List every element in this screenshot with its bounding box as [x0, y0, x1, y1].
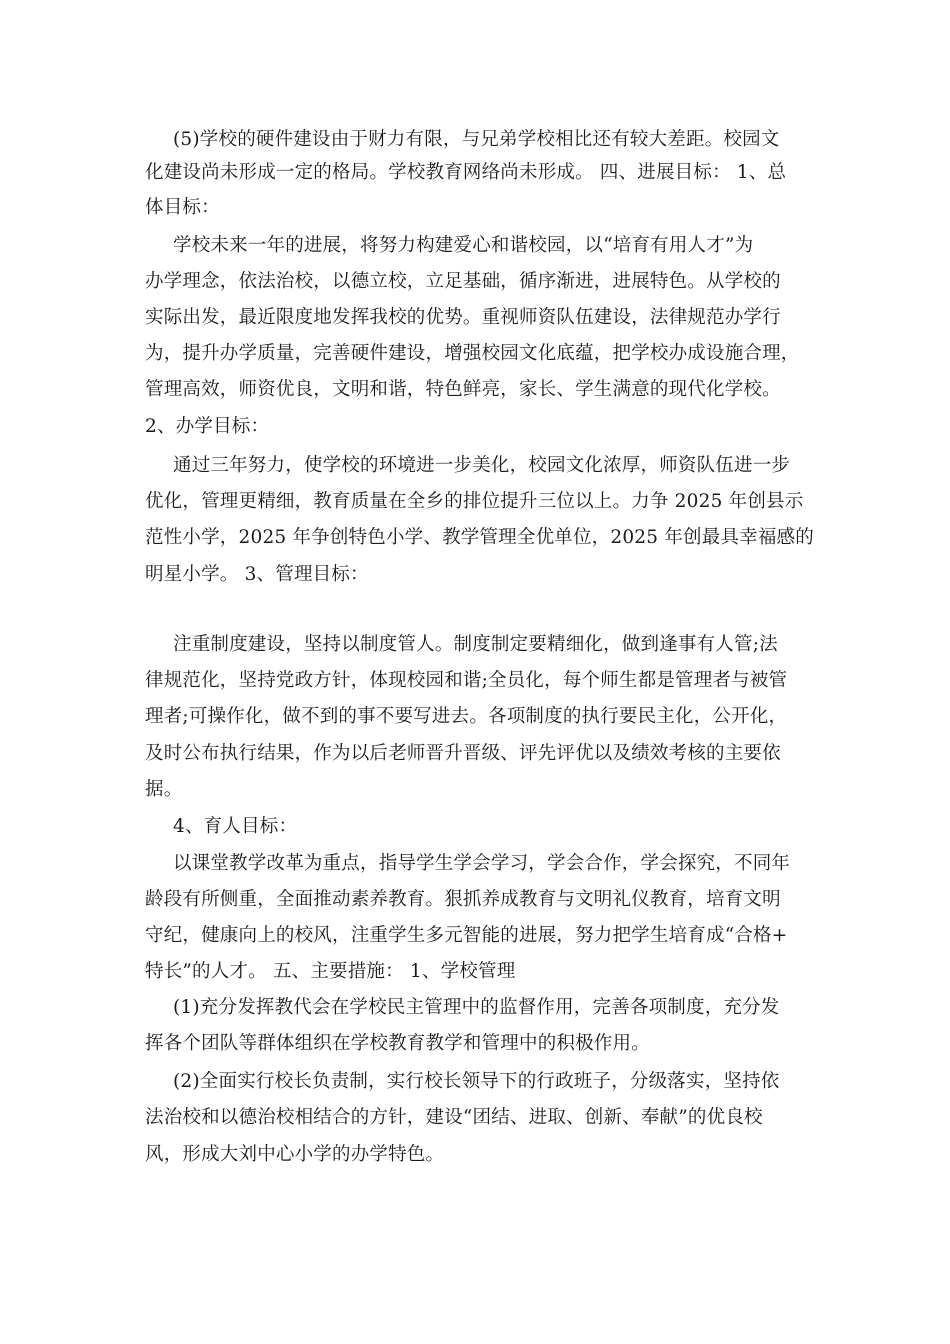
text-line: 办学理念，依法治校，以德立校，立足基础，循序渐进，进展特色。从学校的 — [145, 271, 781, 292]
text-line: 化建设尚未形成一定的格局。学校教育网络尚未形成。 四、进展目标： 1、总 — [145, 162, 787, 183]
text-line: 法治校和以德治校相结合的方针，建设“团结、进取、创新、奉献”的优良校 — [145, 1107, 763, 1128]
text-line: 及时公布执行结果，作为以后老师晋升晋级、评先评优以及绩效考核的主要依 — [145, 743, 781, 764]
text-line: 4、育人目标： — [173, 816, 298, 837]
text-line: 体目标： — [145, 197, 220, 218]
text-line: 龄段有所侧重，全面推动素养教育。狠抓养成教育与文明礼仪教育，培育文明 — [145, 889, 781, 910]
text-line: (5)学校的硬件建设由于财力有限，与兄弟学校相比还有较大差距。校园文 — [173, 129, 780, 150]
text-line: 实际出发，最近限度地发挥我校的优势。重视师资队伍建设，法律规范办学行 — [145, 307, 781, 328]
text-line: 律规范化，坚持党政方针，体现校园和谐;全员化，每个师生都是管理者与被管 — [145, 670, 788, 691]
text-line: 管理高效，师资优良，文明和谐，特色鲜亮，家长、学生满意的现代化学校。 — [145, 379, 781, 400]
text-line: 为，提升办学质量，完善硬件建设，增强校园文化底蕴，把学校办成设施合理， — [145, 343, 800, 364]
text-line: 风，形成大刘中心小学的办学特色。 — [145, 1144, 445, 1165]
text-line: 优化，管理更精细，教育质量在全乡的排位提升三位以上。力争 2025 年创县示 — [145, 491, 804, 512]
text-line: 通过三年努力，使学校的环境进一步美化，校园文化浓厚，师资队伍进一步 — [173, 455, 791, 476]
text-line: 2、办学目标： — [145, 416, 270, 437]
text-line: 守纪，健康向上的校风，注重学生多元智能的进展，努力把学生培育成“合格+ — [145, 925, 788, 946]
text-line: 以课堂教学改革为重点，指导学生学会学习，学会合作，学会探究，不同年 — [173, 853, 791, 874]
text-line: 注重制度建设，坚持以制度管人。制度制定要精细化，做到逢事有人管;法 — [173, 634, 778, 655]
text-line: 明星小学。 3、管理目标： — [145, 564, 369, 585]
text-line: (1)充分发挥教代会在学校民主管理中的监督作用，完善各项制度，充分发 — [173, 997, 780, 1018]
text-line: 特长”的人才。 五、主要措施： 1、学校管理 — [145, 961, 516, 982]
text-line: (2)全面实行校长负责制，实行校长领导下的行政班子，分级落实，坚持依 — [173, 1071, 780, 1092]
text-line: 范性小学，2025 年争创特色小学、教学管理全优单位，2025 年创最具幸福感的 — [145, 527, 814, 548]
text-line: 理者;可操作化，做不到的事不要写进去。各项制度的执行要民主化，公开化， — [145, 706, 788, 727]
text-line: 学校未来一年的进展，将努力构建爱心和谐校园，以“培育有用人才”为 — [173, 235, 754, 256]
text-line: 据。 — [145, 779, 183, 800]
text-line: 挥各个团队等群体组织在学校教育教学和管理中的积极作用。 — [145, 1033, 650, 1054]
